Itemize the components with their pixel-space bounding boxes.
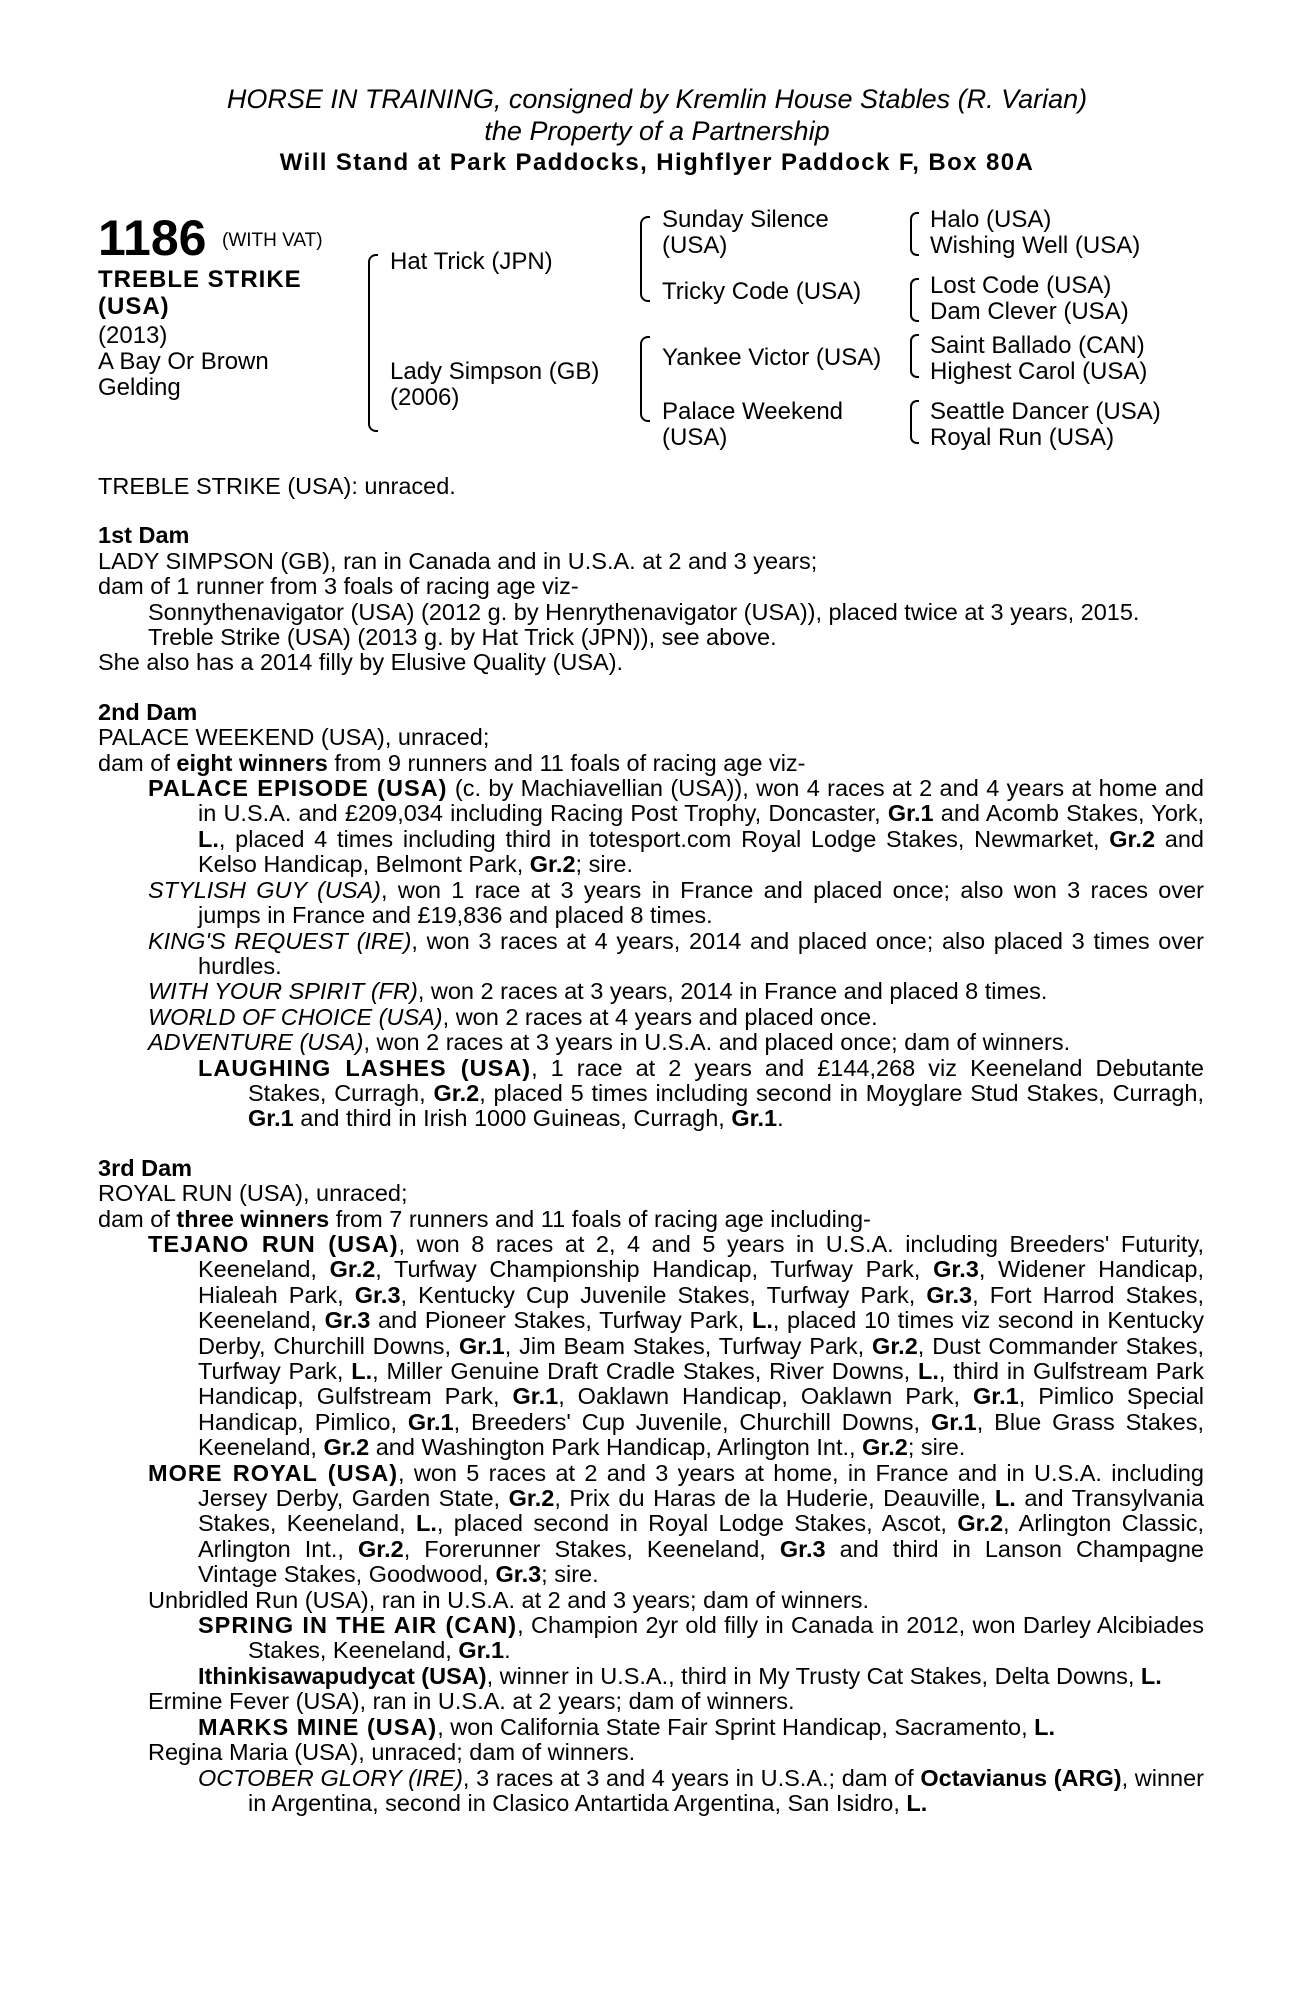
first-dam-offspring-2: Treble Strike (USA) (2013 g. by Hat Trick (JPN)), see above. [148, 624, 777, 651]
entry-spring-in-the-air: SPRING IN THE AIR (CAN), Champion 2yr old filly in Canada in 2012, won Darley Alcibiades Stakes, Keeneland, Gr.1. [198, 1612, 1204, 1664]
race-record: TREBLE STRIKE (USA): unraced. [98, 473, 456, 499]
first-dam-offspring-1: Sonnythenavigator (USA) (2012 g. by Henrythenavigator (USA)), placed twice at 3 years, 2015. [148, 598, 1140, 625]
header-location: Will Stand at Park Paddocks, Highflyer Paddock F, Box 80A [279, 149, 1035, 176]
header-consignor: HORSE IN TRAINING, consigned by Kremlin House Stables (R. Varian) [226, 84, 1088, 114]
entry-with-your-spirit: WITH YOUR SPIRIT (FR), won 2 races at 3 years, 2014 in France and placed 8 times. [148, 978, 1048, 1005]
entry-laughing-lashes: LAUGHING LASHES (USA), 1 race at 2 years and £144,268 viz Keeneland Debutante Stakes, Curragh, Gr.2, placed 5 times including second in Moyglare Stud Stakes, Curragh, Gr.1 and third in Irish 1000 Guineas, Curragh, Gr.1. [198, 1054, 1204, 1132]
first-dam-line3: She also has a 2014 filly by Elusive Quality (USA). [98, 649, 624, 676]
dam-sire: Yankee Victor (USA) [662, 344, 882, 371]
entry-unbridled-run: Unbridled Run (USA), ran in U.S.A. at 2 and 3 years; dam of winners. [148, 1586, 869, 1613]
catalogue-body [98, 474, 1204, 1816]
vat-note: (WITH VAT) [222, 230, 323, 251]
entry-stylish-guy: STYLISH GUY (USA), won 1 race at 3 years in France and placed once; also won 3 races over jumps in France and £19,836 and placed 8 times. [148, 876, 1204, 929]
entry-kings-request: KING'S REQUEST (IRE), won 3 races at 4 years, 2014 and placed once; also placed 3 times over hurdles. [148, 927, 1204, 979]
sss: Halo (USA) [930, 206, 1052, 233]
foaling-year: (2013) [98, 322, 168, 349]
second-dam-title: 2nd Dam [98, 698, 198, 725]
sire-dam: Tricky Code (USA) [662, 278, 862, 305]
ssd: Wishing Well (USA) [930, 232, 1141, 259]
second-dam-line2: dam of eight winners from 9 runners and 11 foals of racing age viz- [98, 749, 806, 776]
third-dam-line2: dam of three winners from 7 runners and 11 foals of racing age including- [98, 1205, 871, 1232]
horse-name-line2: (USA) [98, 293, 170, 320]
third-dam-title: 3rd Dam [98, 1154, 193, 1181]
bracket-ss [910, 212, 919, 256]
horse-description-2: Gelding [98, 374, 181, 401]
bracket-ds [910, 334, 919, 378]
ddd: Royal Run (USA) [930, 424, 1115, 451]
dam-year: (2006) [390, 384, 460, 411]
entry-palace-episode: PALACE EPISODE (USA) (c. by Machiavellian (USA)), won 4 races at 2 and 4 years at home and in U.S.A. and £209,034 including Racing Post Trophy, Doncaster, Gr.1 and Acomb Stakes, York, L., placed 4 times including third in totesport.com Royal Lodge Stakes, Newmarket, Gr.2 and Kelso Handicap, Belmont Park, Gr.2; sire. [148, 775, 1204, 878]
dam: Lady Simpson (GB) [390, 358, 600, 385]
first-dam-line1: LADY SIMPSON (GB), ran in Canada and in U.S.A. at 2 and 3 years; [98, 547, 818, 574]
entry-october-glory: OCTOBER GLORY (IRE), 3 races at 3 and 4 years in U.S.A.; dam of Octavianus (ARG), winner in Argentina, second in Clasico Antartida Argentina, San Isidro, L. [198, 1764, 1204, 1816]
entry-more-royal: MORE ROYAL (USA), won 5 races at 2 and 3 years at home, in France and in U.S.A. including Jersey Derby, Garden State, Gr.2, Prix du Haras de la Huderie, Deauville, L. and Transylvania Stakes, Keeneland, L., placed second in Royal Lodge Stakes, Ascot, Gr.2, Arlington Classic, Arlington Int., Gr.2, Forerunner Stakes, Keeneland, Gr.3 and third in Lanson Champagne Vintage Stakes, Goodwood, Gr.3; sire. [148, 1459, 1204, 1588]
horse-name [98, 266, 302, 320]
dsd: Highest Carol (USA) [930, 358, 1148, 385]
dam-dam-2: (USA) [662, 424, 728, 451]
bracket-dd [910, 400, 919, 444]
third-dam-line1: ROYAL RUN (USA), unraced; [98, 1180, 408, 1207]
sdd: Dam Clever (USA) [930, 298, 1129, 325]
entry-adventure: ADVENTURE (USA), won 2 races at 3 years in U.S.A. and placed once; dam of winners. [148, 1029, 1071, 1056]
lot-number: 1186 [98, 210, 207, 266]
bracket-dam-side [640, 336, 650, 422]
bracket-gen1 [368, 254, 378, 432]
entry-marks-mine: MARKS MINE (USA), won California State Fair Sprint Handicap, Sacramento, L. [198, 1713, 1056, 1740]
sire-sire-1: Sunday Silence [662, 206, 829, 233]
pedigree-section [0, 200, 1314, 470]
dds: Seattle Dancer (USA) [930, 398, 1161, 425]
bracket-sire-side [640, 216, 650, 302]
bracket-sd [910, 278, 919, 322]
header-property: the Property of a Partnership [484, 116, 830, 146]
entry-tejano-run: TEJANO RUN (USA), won 8 races at 2, 4 and 5 years in U.S.A. including Breeders' Futurity, Keeneland, Gr.2, Turfway Championship Handicap, Turfway Park, Gr.3, Widener Handicap, Hialeah Park, Gr.3, Kentucky Cup Juvenile Stakes, Turfway Park, Gr.3, Fort Harrod Stakes, Keeneland, Gr.3 and Pioneer Stakes, Turfway Park, L., placed 10 times viz second in Kentucky Derby, Churchill Downs, Gr.1, Jim Beam Stakes, Turfway Park, Gr.2, Dust Commander Stakes, Turfway Park, L., Miller Genuine Draft Cradle Stakes, River Downs, L., third in Gulfstream Park Handicap, Gulfstream Park, Gr.1, Oaklawn Handicap, Oaklawn Park, Gr.1, Pimlico Special Handicap, Pimlico, Gr.1, Breeders' Cup Juvenile, Churchill Downs, Gr.1, Blue Grass Stakes, Keeneland, Gr.2 and Washington Park Handicap, Arlington Int., Gr.2; sire. [148, 1230, 1205, 1461]
entry-ermine-fever: Ermine Fever (USA), ran in U.S.A. at 2 years; dam of winners. [148, 1688, 795, 1715]
entry-world-of-choice: WORLD OF CHOICE (USA), won 2 races at 4 years and placed once. [148, 1003, 878, 1030]
sire-sire-2: (USA) [662, 232, 728, 259]
sds: Lost Code (USA) [930, 272, 1112, 299]
horse-name-line1: TREBLE STRIKE [98, 266, 302, 293]
dss: Saint Ballado (CAN) [930, 332, 1145, 359]
first-dam-title: 1st Dam [98, 522, 190, 549]
first-dam-line2: dam of 1 runner from 3 foals of racing age viz- [98, 573, 579, 600]
dam-dam-1: Palace Weekend [662, 398, 844, 425]
second-dam-line1: PALACE WEEKEND (USA), unraced; [98, 724, 490, 751]
horse-description-1: A Bay Or Brown [98, 348, 269, 375]
entry-ithinkisawapudycat: Ithinkisawapudycat (USA), winner in U.S.A., third in My Trusty Cat Stakes, Delta Downs, L. [198, 1662, 1162, 1689]
sire: Hat Trick (JPN) [390, 248, 553, 275]
entry-regina-maria: Regina Maria (USA), unraced; dam of winners. [148, 1739, 636, 1766]
